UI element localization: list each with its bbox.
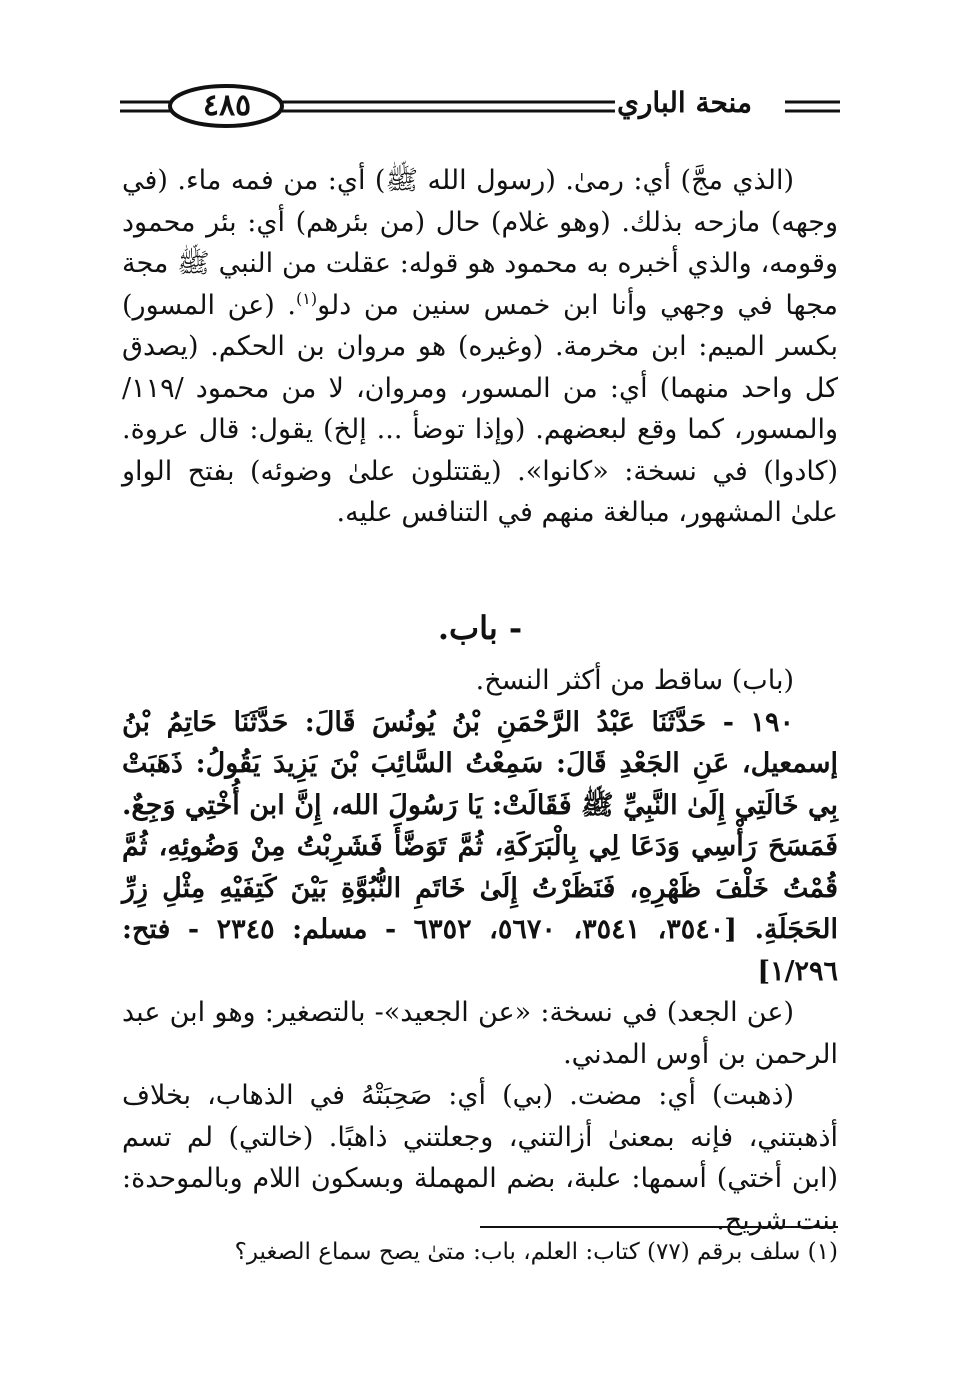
commentary-paragraph — [122, 160, 838, 534]
footnote: (١) سلف برقم (٧٧) كتاب: العلم، باب: متىٰ يصح سماع الصغير؟ — [234, 1239, 838, 1265]
main-block — [122, 660, 838, 1241]
commentary-paragraph: (باب) ساقط من أكثر النسخ. — [475, 665, 794, 696]
commentary-paragraph: (عن الجعد) في نسخة: «عن الجعيد»- بالتصغير: وهو ابن عبد الرحمن بن أوس المدني. — [122, 997, 838, 1070]
running-title: منحة الباري — [616, 86, 752, 119]
hadith-text: ١٩٠ - حَدَّثَنَا عَبْدُ الرَّحْمَنِ بْنُ يُونُسَ قَالَ: حَدَّثَنَا حَاتِمُ بْنُ إسمعيل، عَنِ الجَعْدِ قَالَ: سَمِعْتُ السَّائِبَ بْنَ يَزِيدَ يَقُولُ: ذَهَبَتْ بِي خَالَتِي إِلَىٰ النَّبِيِّ ﷺ فَقَالَتْ: يَا رَسُولَ الله، إِنَّ ابن أُخْتِي وَجِعٌ. فَمَسَحَ رَأْسِي وَدَعَا لِي بِالْبَرَكَةِ، ثُمَّ تَوَضَّأَ فَشَرِبْتُ مِنْ وَضُوئِهِ، ثُمَّ قُمْتُ خَلْفَ ظَهْرِهِ، فَنَظَرْتُ إِلَىٰ خَاتَمِ النُّبُوَّةِ بَيْنَ كَتِفَيْهِ مِثْلِ زِرِّ الحَجَلَةِ. — [122, 706, 838, 945]
commentary-paragraph: (ذهبت) أي: مضت. (بي) أي: صَحِبَتْهُ في الذهاب، بخلاف أذهبتني، فإنه بمعنىٰ أزالتني، وجعلتني ذاهبًا. (خالتي) لم تسم (ابن أختي) أسمها: علبة، بضم المهملة وبسكون اللام وبالموحدة: بنت شريح. — [122, 1080, 838, 1236]
commentary-text: (الذي مجَّ) أي: رمىٰ. (رسول الله ﷺ) أي: من فمه ماء. (في وجهه) مازحه بذلك. (وهو غلام) حال (من بئرهم) أي: بئر محمود وقومه، والذي أخبره به محمود هو قوله: عقلت من النبي ﷺ مجة مجها في وجهي وأنا ابن خمس سنين من دلو — [122, 165, 838, 321]
footnote-marker: (١) — [295, 288, 318, 308]
page-number: ٤٨٥ — [202, 88, 252, 123]
commentary-block-1 — [122, 160, 838, 534]
footnote-separator — [480, 1226, 838, 1228]
commentary-text: . (عن المسور) بكسر الميم: ابن مخرمة. (وغيره) هو مروان بن الحكم. (يصدق كل واحد منهما) أي: من المسور، ومروان، لا من محمود /١١٩/ والمسور، كما وقع لبعضهم. (وإذا توضأ ... إلخ) يقول: قال عروة. (كادوا) في نسخة: «كانوا». (يقتتلون علىٰ وضوئه) بفتح الواو علىٰ المشهور، مبالغة منهم في التنافس عليه. — [122, 289, 838, 528]
section-heading: - باب. — [437, 609, 523, 647]
hadith-references: [٣٥٤٠، ٣٥٤١، ٥٦٧٠، ٦٣٥٢ - مسلم: ٢٣٤٥ - فتح: ١/٢٩٦] — [122, 914, 838, 987]
page-header — [120, 84, 840, 134]
hadith-paragraph — [122, 702, 838, 993]
